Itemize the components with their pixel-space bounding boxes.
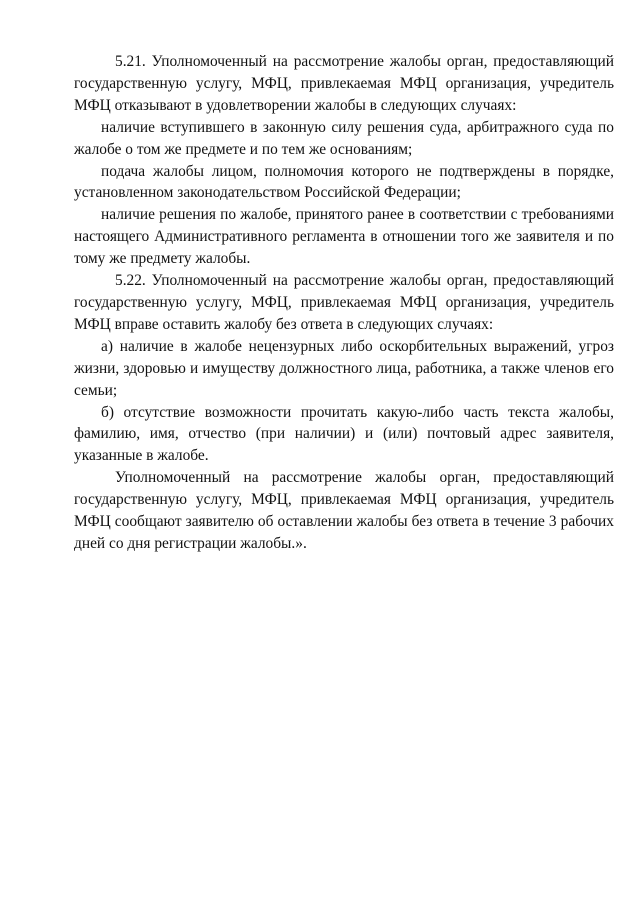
paragraph-item-a: а) наличие в жалобе нецензурных либо оскорбительных выражений, угроз жизни, здоровью и имуществу должностного лица, работника, а также членов его семьи; <box>74 337 614 399</box>
paragraph-prior-decision: наличие решения по жалобе, принятого ранее в соответствии с требованиями настоящего Административного регламента в отношении того же заявителя и по тому же предмету жалобы. <box>74 206 614 268</box>
paragraph-court-decision: наличие вступившего в законную силу решения суда, арбитражного суда по жалобе о том же предмете и по тем же основаниям; <box>74 118 614 158</box>
paragraph-5-21: 5.21. Уполномоченный на рассмотрение жалобы орган, предоставляющий государственную услугу, МФЦ, привлекаемая МФЦ организация, учредитель МФЦ отказывают в удовлетворении жалобы в следующих случаях: <box>74 53 614 114</box>
paragraph-notification: Уполномоченный на рассмотрение жалобы орган, предоставляющий государственную услугу, МФЦ, привлекаемая МФЦ организация, учредитель МФЦ сообщают заявителю об оставлении жалобы без ответа в течение 3 рабочих дней со дня регистрации жалобы.». <box>74 469 614 552</box>
paragraph-item-b: б) отсутствие возможности прочитать какую-либо часть текста жалобы, фамилию, имя, отчество (при наличии) и (или) почтовый адрес заявителя, указанные в жалобе. <box>74 403 614 465</box>
document-body <box>74 51 614 555</box>
paragraph-unauthorized-person: подача жалобы лицом, полномочия которого не подтверждены в порядке, установленном законодательством Российской Федерации; <box>74 162 614 202</box>
paragraph-5-22: 5.22. Уполномоченный на рассмотрение жалобы орган, предоставляющий государственную услугу, МФЦ, привлекаемая МФЦ организация, учредитель МФЦ вправе оставить жалобу без ответа в следующих случаях: <box>74 272 614 333</box>
